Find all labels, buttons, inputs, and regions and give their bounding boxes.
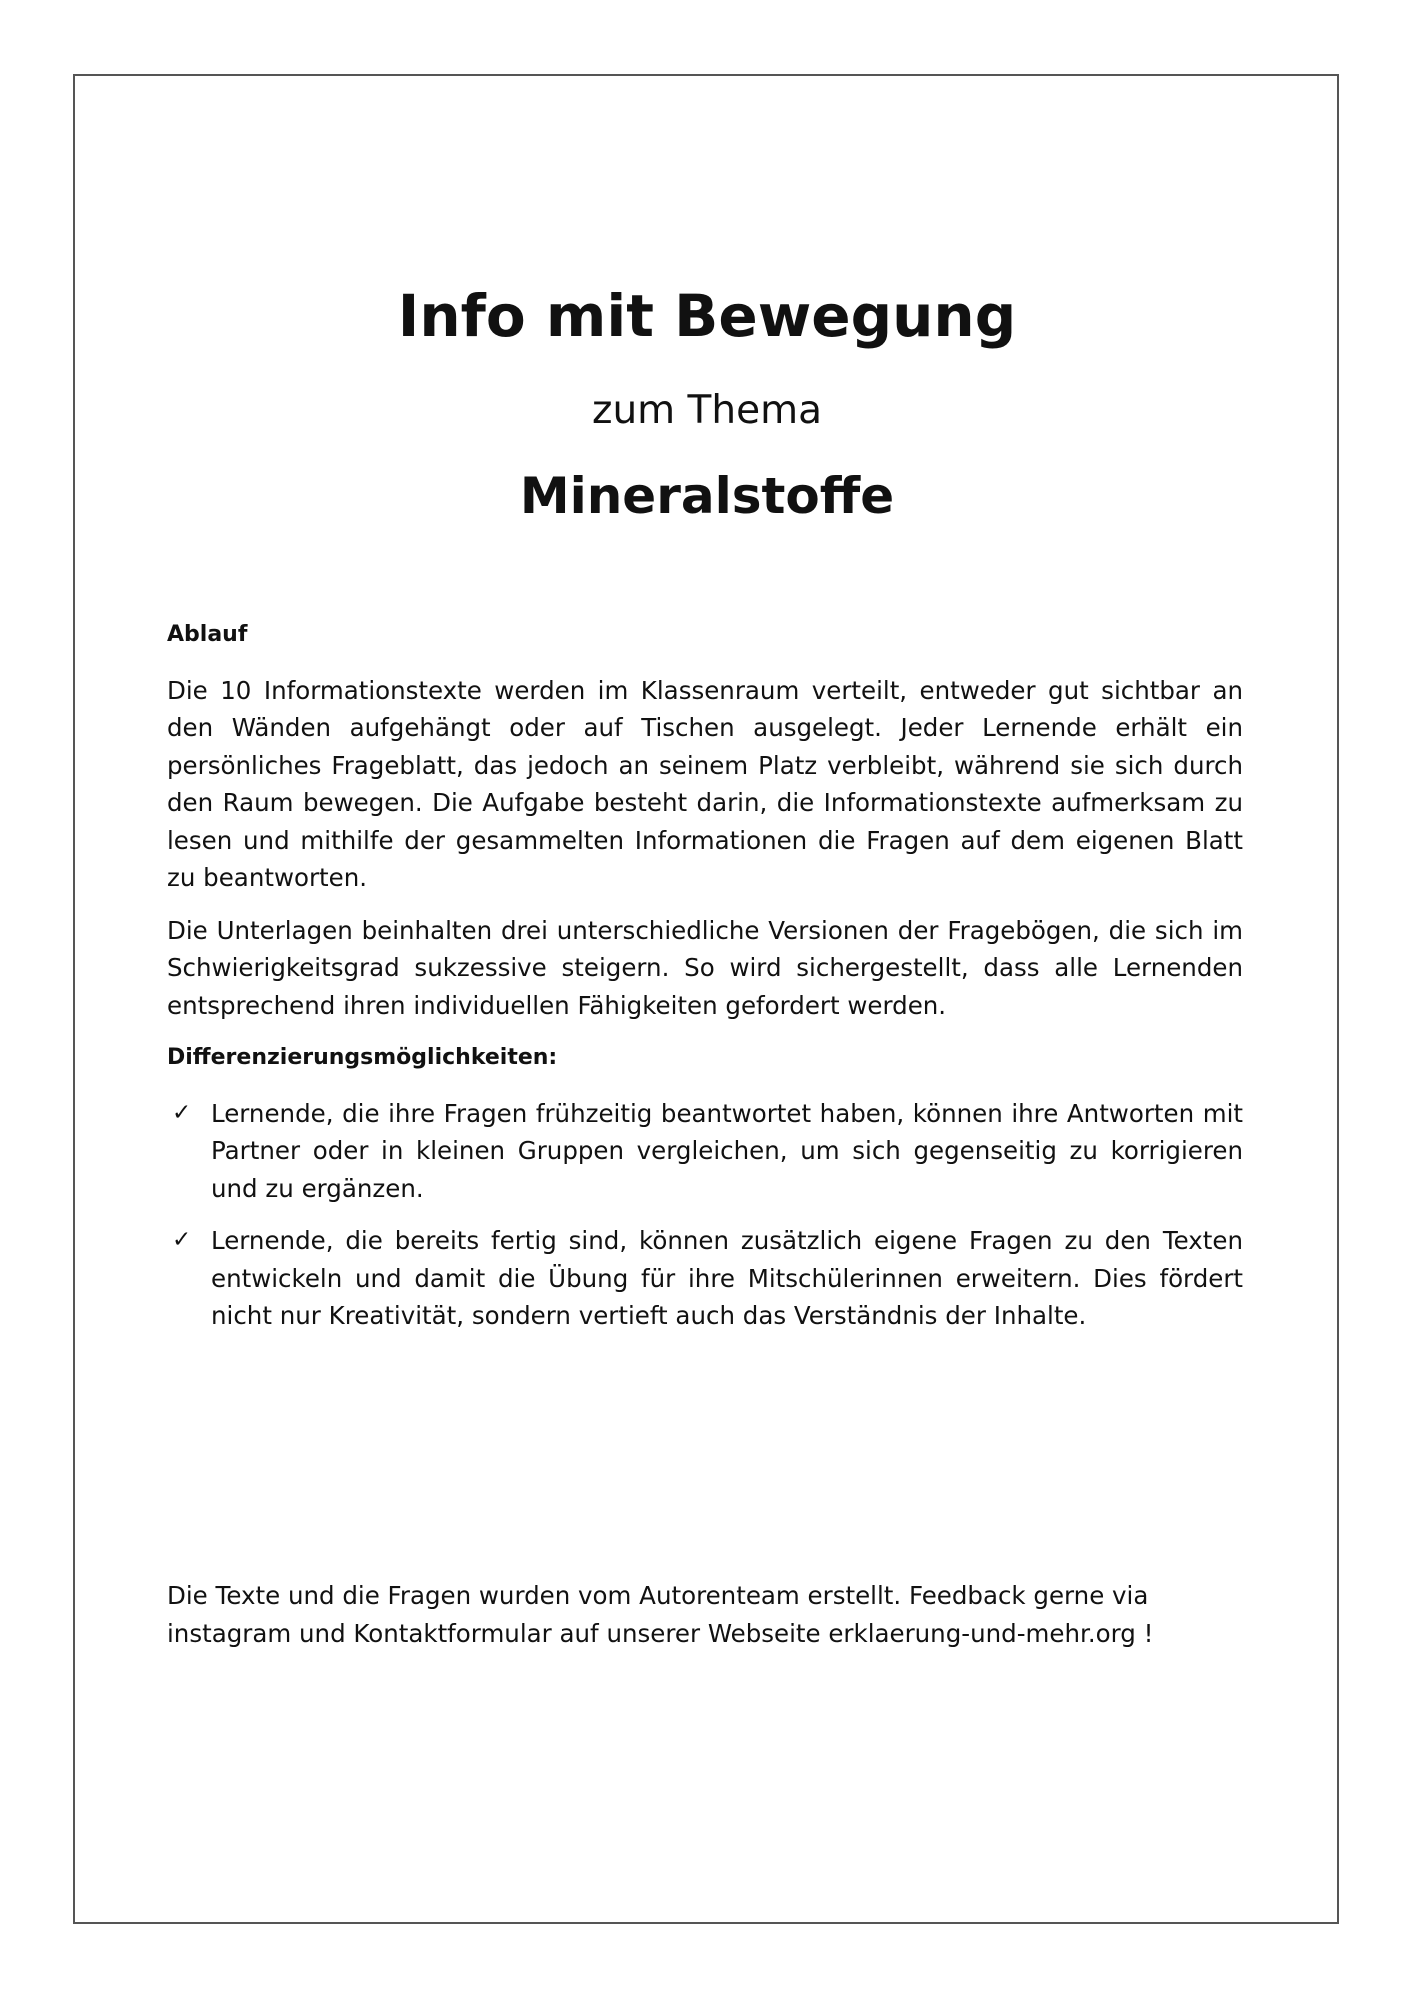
document-title: Info mit Bewegung	[397, 282, 1017, 350]
list-item-text: Lernende, die bereits fertig sind, können zusätzlich eigene Fragen zu den Texten entwickeln und damit die Übung für ihre Mitschülerinnen erweitern. Dies fördert nicht nur Kreativität, sondern vertieft auch das Verständnis der Inhalte.	[211, 1226, 1243, 1330]
list-item	[167, 1095, 1243, 1208]
main-content	[167, 616, 1243, 1350]
list-item	[167, 1222, 1243, 1335]
differenzierung-list	[167, 1095, 1243, 1335]
check-icon: ✓	[172, 1227, 192, 1253]
differenzierung-heading: Differenzierungsmöglichkeiten:	[167, 1045, 558, 1070]
ablauf-paragraph: Die 10 Informationstexte werden im Klassenraum verteilt, entweder gut sichtbar an den Wänden aufgehängt oder auf Tischen ausgelegt. Jeder Lernende erhält ein persönliches Frageblatt, das jedoch an seinem Platz verbleibt, während sie sich durch den Raum bewegen. Die Aufgabe besteht darin, die Informationstexte aufmerksam zu lesen und mithilfe der gesammelten Informationen die Fragen auf dem eigenen Blatt zu beantworten.	[167, 675, 1243, 892]
ablauf-heading: Ablauf	[167, 622, 248, 647]
ablauf-paragraph: Die Unterlagen beinhalten drei unterschiedliche Versionen der Fragebögen, die sich im Schwierigkeitsgrad sukzessive steigern. So wird sichergestellt, dass alle Lernenden entsprechend ihren individuellen Fähigkeiten gefordert werden.	[167, 915, 1243, 1020]
list-item-text: Lernende, die ihre Fragen frühzeitig beantwortet haben, können ihre Antworten mit Partner oder in kleinen Gruppen vergleichen, um sich gegenseitig zu korrigieren und zu ergänzen.	[211, 1098, 1243, 1203]
footer-note: Die Texte und die Fragen wurden vom Autorenteam erstellt. Feedback gerne via instagram und Kontaktformular auf unserer Webseite erklaerung-und-mehr.org !	[167, 1581, 1154, 1648]
document-subtitle: zum Thema	[591, 388, 822, 433]
check-icon: ✓	[172, 1099, 192, 1126]
document-topic: Mineralstoffe	[519, 467, 895, 525]
